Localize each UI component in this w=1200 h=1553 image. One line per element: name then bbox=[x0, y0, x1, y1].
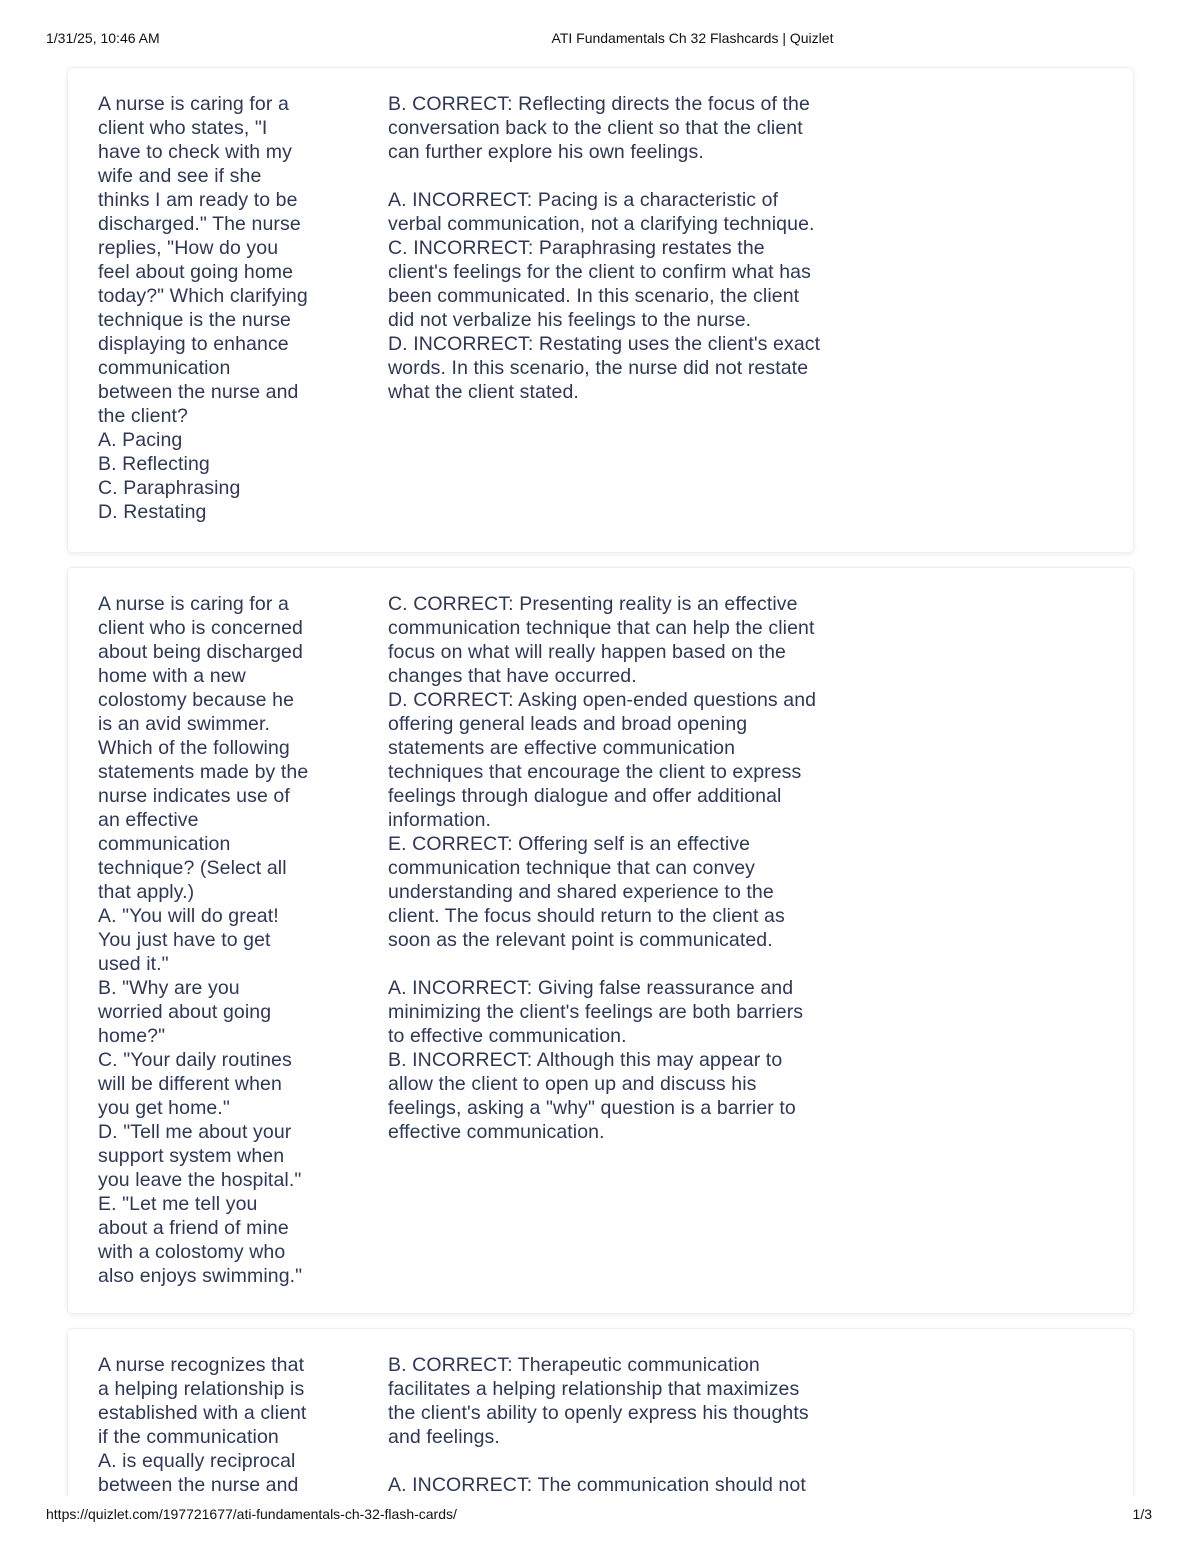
print-datetime: 1/31/25, 10:46 AM bbox=[46, 30, 160, 46]
print-url: https://quizlet.com/197721677/ati-fundamentals-ch-32-flash-cards/ bbox=[46, 1506, 457, 1522]
flashcard-term: A nurse is caring for a client who states, "I have to check with my wife and see if she thinks I am ready to be discharged." The nurse replies, "How do you feel about going home today?" Which clarifying technique is the nurse displaying to enhance communication between the nurse and the client? A. Pacing B. Reflecting C. Paraphrasing D. Restating bbox=[98, 93, 308, 523]
flashcard bbox=[68, 568, 1133, 1313]
flashcard bbox=[68, 68, 1133, 552]
print-header bbox=[0, 30, 1200, 50]
print-page-number: 1/3 bbox=[1132, 1506, 1152, 1522]
flashcard-term: A nurse recognizes that a helping relationship is established with a client if the communication A. is equally reciprocal between the nurse and bbox=[98, 1354, 307, 1496]
flashcard-definition: B. CORRECT: Reflecting directs the focus of the conversation back to the client so that the client can further explore his own feelings. A. INCORRECT: Pacing is a characteristic of verbal communication, not a clarifying technique. C. INCORRECT: Paraphrasing restates the client's feelings for the client to confirm what has been communicated. In this scenario, the client did not verbalize his feelings to the nurse. D. INCORRECT: Restating uses the client's exact words. In this scenario, the nurse did not restate what the client stated. bbox=[388, 93, 821, 403]
flashcard-definition: C. CORRECT: Presenting reality is an effective communication technique that can help the client focus on what will really happen based on the changes that have occurred. D. CORRECT: Asking open-ended questions and offering general leads and broad opening statements are effective communication techniques that encourage the client to express feelings through dialogue and offer additional information. E. CORRECT: Offering self is an effective communication technique that can convey understanding and shared experience to the client. The focus should return to the client as soon as the relevant point is communicated. A. INCORRECT: Giving false reassurance and minimizing the client's feelings are both barriers to effective communication. B. INCORRECT: Although this may appear to allow the client to open up and discuss his feelings, asking a "why" question is a barrier to effective communication. bbox=[388, 593, 817, 1143]
flashcard-definition: B. CORRECT: Therapeutic communication facilitates a helping relationship that maximizes the client's ability to openly express his thoughts and feelings. A. INCORRECT: The communication should not bbox=[388, 1354, 809, 1496]
print-footer bbox=[0, 1506, 1200, 1526]
flashcard bbox=[68, 1329, 1133, 1496]
print-page-title: ATI Fundamentals Ch 32 Flashcards | Quizlet bbox=[551, 30, 834, 46]
flashcard-list bbox=[0, 56, 1200, 1496]
flashcard-term: A nurse is caring for a client who is concerned about being discharged home with a new colostomy because he is an avid swimmer. Which of the following statements made by the nurse indicates use of an effective communication technique? (Select all that apply.) A. "You will do great! You just have to get used it." B. "Why are you worried about going home?" C. "Your daily routines will be different when you get home." D. "Tell me about your support system when you leave the hospital." E. "Let me tell you about a friend of mine with a colostomy who also enjoys swimming." bbox=[98, 593, 309, 1287]
